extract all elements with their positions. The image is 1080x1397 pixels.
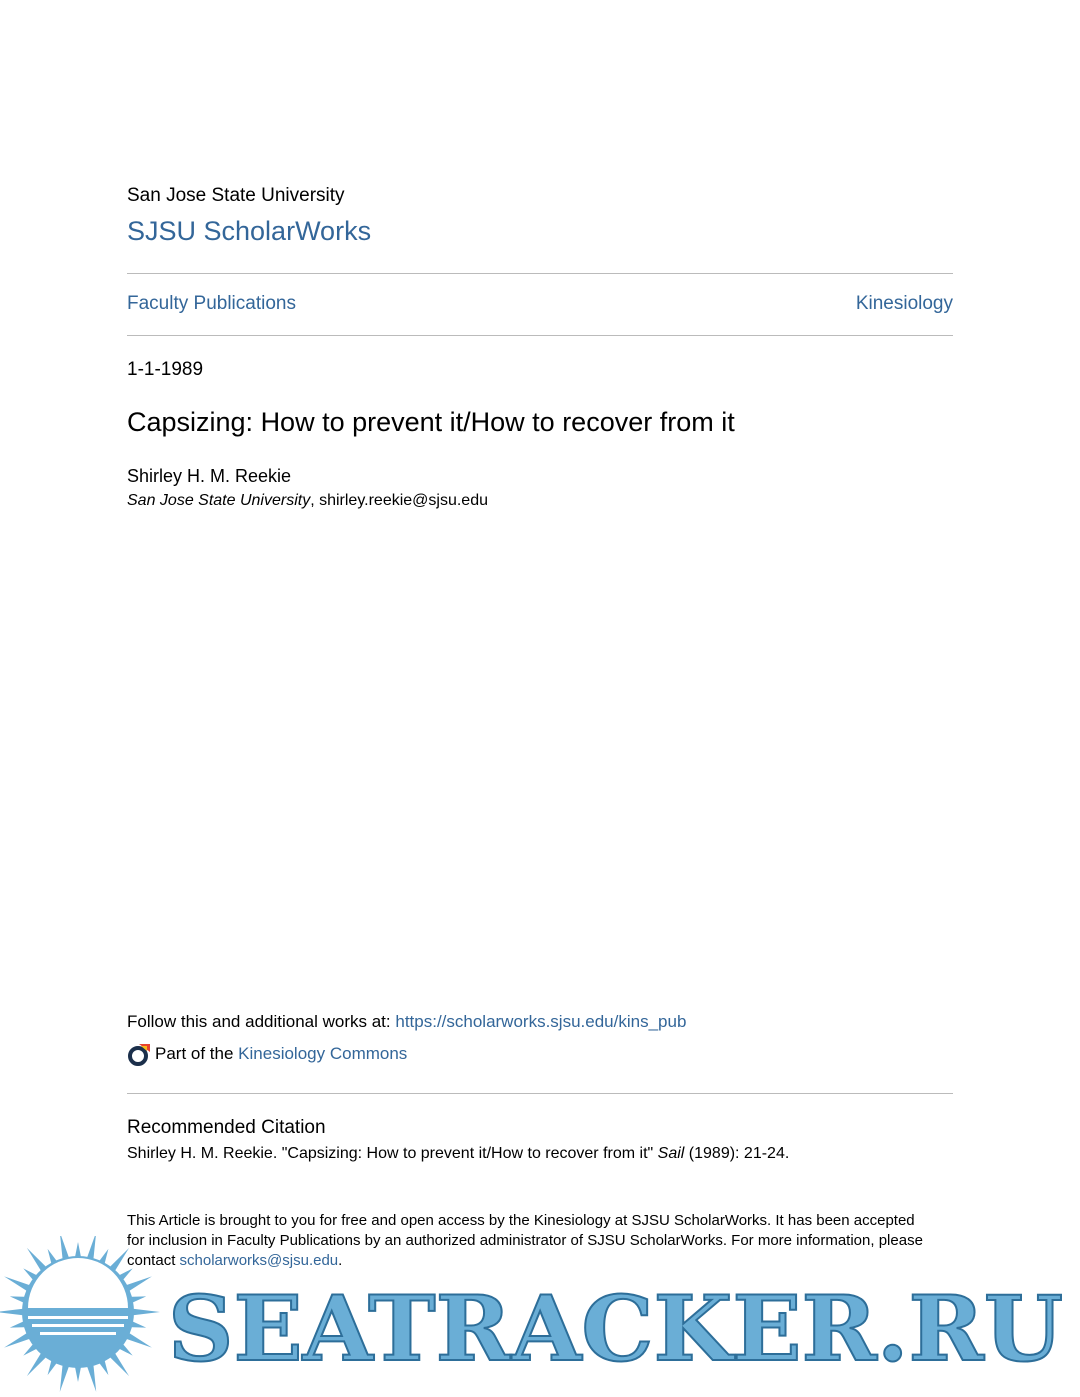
notice-text: This Article is brought to you for free and open access by the Kinesiology at SJSU ScholarWorks. It has been accepted for inclusion in Faculty Publications by an authorized administrator of SJSU ScholarWorks. For more information, please contact [127, 1212, 923, 1269]
collection-url-link[interactable]: https://scholarworks.sjsu.edu/kins_pub [395, 1012, 687, 1031]
divider [127, 1093, 953, 1094]
follow-label: Follow this and additional works at: [127, 1012, 396, 1031]
citation-heading: Recommended Citation [127, 1117, 326, 1138]
watermark-text: SEATRACKER.RU [168, 1276, 1063, 1382]
commons-link[interactable]: Kinesiology Commons [238, 1044, 408, 1063]
affiliation-separator: , [310, 492, 320, 509]
watermark [0, 1236, 1080, 1397]
affiliation-name: San Jose State University [127, 492, 311, 509]
notice-end: . [338, 1252, 343, 1269]
divider [127, 273, 953, 274]
sun-ray [130, 1308, 160, 1315]
part-of-label: Part of the [155, 1044, 234, 1063]
institution-name: San Jose State University [127, 185, 345, 206]
author-affiliation [127, 492, 488, 510]
series-link[interactable]: Faculty Publications [127, 293, 296, 314]
department-link[interactable]: Kinesiology [855, 293, 953, 314]
repository-link[interactable]: SJSU ScholarWorks [127, 216, 372, 246]
author-name: Shirley H. M. Reekie [127, 466, 292, 486]
citation-prefix: Shirley H. M. Reekie. "Capsizing: How to prevent it/How to recover from it" [127, 1145, 658, 1162]
contact-email-link[interactable]: scholarworks@sjsu.edu [179, 1252, 339, 1269]
sun-over-horizon-icon [0, 1236, 160, 1392]
citation-journal: Sail [657, 1145, 685, 1162]
network-commons-icon [127, 1042, 151, 1066]
part-of-line [127, 1042, 407, 1066]
article-title: Capsizing: How to prevent it/How to recover from it [127, 407, 735, 437]
follow-line [127, 1012, 686, 1032]
publication-date: 1-1-1989 [127, 359, 204, 380]
citation-text [127, 1145, 789, 1163]
citation-suffix: (1989): 21-24. [684, 1145, 790, 1162]
divider [127, 335, 953, 336]
author-email: shirley.reekie@sjsu.edu [319, 492, 488, 509]
